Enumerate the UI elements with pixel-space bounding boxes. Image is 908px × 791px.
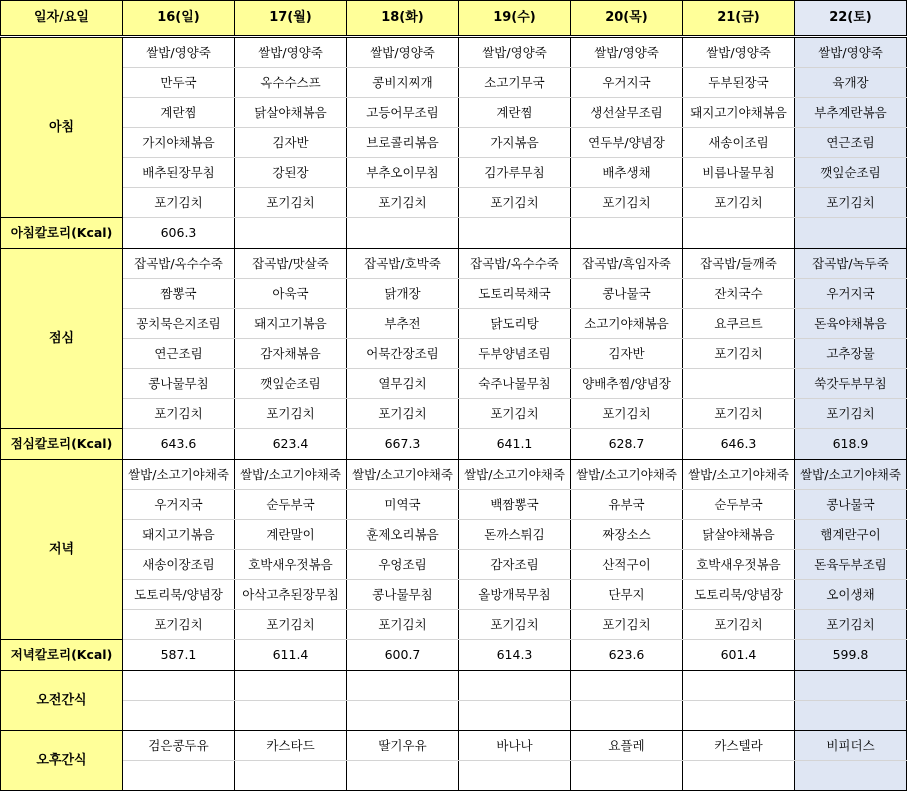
lunch-calorie-value: 628.7 (571, 429, 683, 460)
dinner-item: 감자조림 (459, 550, 571, 580)
dinner-item: 아삭고추된장무침 (235, 580, 347, 610)
dinner-item: 쌀밥/소고기야채죽 (347, 460, 459, 490)
dinner-item: 콩나물무침 (347, 580, 459, 610)
dinner-item: 올방개묵무침 (459, 580, 571, 610)
lunch-item: 고추장물 (795, 339, 907, 369)
breakfast-item: 포기김치 (235, 188, 347, 218)
dinner-item: 단무지 (571, 580, 683, 610)
lunch-item: 돈육야채볶음 (795, 309, 907, 339)
day-header: 17(월) (235, 1, 347, 37)
breakfast-item: 포기김치 (123, 188, 235, 218)
lunch-calorie-row (1, 429, 907, 460)
breakfast-item: 연두부/양념장 (571, 128, 683, 158)
breakfast-item: 브로콜리볶음 (347, 128, 459, 158)
dinner-item: 우엉조림 (347, 550, 459, 580)
dinner-item: 도토리묵/양념장 (123, 580, 235, 610)
day-header: 16(일) (123, 1, 235, 37)
breakfast-item: 생선살무조림 (571, 98, 683, 128)
lunch-item: 김자반 (571, 339, 683, 369)
lunch-item: 잡곡밥/호박죽 (347, 249, 459, 279)
breakfast-row (1, 188, 907, 218)
breakfast-item: 포기김치 (459, 188, 571, 218)
afternoon-snack-row (1, 761, 907, 791)
morning-snack-item (683, 701, 795, 731)
dinner-label: 저녁 (1, 460, 123, 640)
lunch-item: 열무김치 (347, 369, 459, 399)
breakfast-item: 돼지고기야채볶음 (683, 98, 795, 128)
morning-snack-item (683, 671, 795, 701)
dinner-row (1, 580, 907, 610)
breakfast-item: 가지야채볶음 (123, 128, 235, 158)
lunch-row (1, 279, 907, 309)
lunch-item: 포기김치 (347, 399, 459, 429)
morning-snack-item (123, 701, 235, 731)
breakfast-item: 새송이조림 (683, 128, 795, 158)
lunch-item: 소고기야채볶음 (571, 309, 683, 339)
breakfast-calorie-row (1, 218, 907, 249)
breakfast-calorie-value (347, 218, 459, 249)
lunch-item: 포기김치 (123, 399, 235, 429)
breakfast-item: 포기김치 (683, 188, 795, 218)
dinner-item: 도토리묵/양념장 (683, 580, 795, 610)
morning-snack-row (1, 701, 907, 731)
lunch-item: 포기김치 (459, 399, 571, 429)
dinner-item: 우거지국 (123, 490, 235, 520)
lunch-item: 감자채볶음 (235, 339, 347, 369)
breakfast-item: 소고기무국 (459, 68, 571, 98)
morning-snack-item (571, 671, 683, 701)
lunch-calorie-label: 점심칼로리(Kcal) (1, 429, 123, 460)
breakfast-item: 비름나물무침 (683, 158, 795, 188)
afternoon-snack-item: 딸기우유 (347, 731, 459, 761)
dinner-item: 햄계란구이 (795, 520, 907, 550)
breakfast-row (1, 68, 907, 98)
lunch-item: 어묵간장조림 (347, 339, 459, 369)
dinner-item: 짜장소스 (571, 520, 683, 550)
breakfast-item: 콩비지찌개 (347, 68, 459, 98)
breakfast-item: 가지볶음 (459, 128, 571, 158)
breakfast-item: 쌀밥/영양죽 (459, 37, 571, 68)
lunch-calorie-value: 623.4 (235, 429, 347, 460)
afternoon-snack-item: 검은콩두유 (123, 731, 235, 761)
breakfast-item: 연근조림 (795, 128, 907, 158)
lunch-item: 도토리묵채국 (459, 279, 571, 309)
dinner-calorie-value: 623.6 (571, 640, 683, 671)
lunch-item: 닭도리탕 (459, 309, 571, 339)
breakfast-calorie-label: 아침칼로리(Kcal) (1, 218, 123, 249)
lunch-item: 포기김치 (683, 339, 795, 369)
dinner-item: 돈까스튀김 (459, 520, 571, 550)
dinner-calorie-value: 587.1 (123, 640, 235, 671)
morning-snack-item (347, 701, 459, 731)
dinner-item: 유부국 (571, 490, 683, 520)
dinner-calorie-value: 614.3 (459, 640, 571, 671)
lunch-item: 포기김치 (235, 399, 347, 429)
afternoon-snack-label: 오후간식 (1, 731, 123, 791)
lunch-item: 잔치국수 (683, 279, 795, 309)
lunch-item: 콩나물무침 (123, 369, 235, 399)
breakfast-label: 아침 (1, 37, 123, 218)
dinner-item: 콩나물국 (795, 490, 907, 520)
dinner-item: 순두부국 (235, 490, 347, 520)
breakfast-calorie-value (795, 218, 907, 249)
lunch-item: 깻잎순조림 (235, 369, 347, 399)
breakfast-item: 계란찜 (123, 98, 235, 128)
dinner-item: 포기김치 (571, 610, 683, 640)
date-day-header: 일자/요일 (1, 1, 123, 37)
breakfast-item: 쌀밥/영양죽 (123, 37, 235, 68)
breakfast-item: 포기김치 (347, 188, 459, 218)
morning-snack-row (1, 671, 907, 701)
breakfast-item: 깻잎순조림 (795, 158, 907, 188)
lunch-calorie-value: 641.1 (459, 429, 571, 460)
morning-snack-item (571, 701, 683, 731)
breakfast-item: 쌀밥/영양죽 (683, 37, 795, 68)
breakfast-row (1, 158, 907, 188)
lunch-item: 잡곡밥/옥수수죽 (459, 249, 571, 279)
afternoon-snack-item: 카스타드 (235, 731, 347, 761)
dinner-item: 돼지고기볶음 (123, 520, 235, 550)
afternoon-snack-item (683, 761, 795, 791)
lunch-item: 꽁치묵은지조림 (123, 309, 235, 339)
day-header: 20(목) (571, 1, 683, 37)
dinner-item: 포기김치 (123, 610, 235, 640)
breakfast-item: 강된장 (235, 158, 347, 188)
lunch-item: 잡곡밥/들깨죽 (683, 249, 795, 279)
lunch-item: 포기김치 (795, 399, 907, 429)
dinner-calorie-row (1, 640, 907, 671)
dinner-item: 호박새우젓볶음 (683, 550, 795, 580)
breakfast-item: 만두국 (123, 68, 235, 98)
lunch-item: 숙주나물무침 (459, 369, 571, 399)
lunch-item: 양배추찜/양념장 (571, 369, 683, 399)
morning-snack-item (795, 701, 907, 731)
lunch-row (1, 399, 907, 429)
dinner-item: 포기김치 (459, 610, 571, 640)
dinner-item: 오이생채 (795, 580, 907, 610)
breakfast-item: 포기김치 (571, 188, 683, 218)
lunch-calorie-value: 643.6 (123, 429, 235, 460)
lunch-item: 아욱국 (235, 279, 347, 309)
morning-snack-item (795, 671, 907, 701)
dinner-item: 돈육두부조림 (795, 550, 907, 580)
dinner-item: 산적구이 (571, 550, 683, 580)
breakfast-item: 닭살야채볶음 (235, 98, 347, 128)
lunch-item: 잡곡밥/흑임자죽 (571, 249, 683, 279)
dinner-item: 순두부국 (683, 490, 795, 520)
morning-snack-item (347, 671, 459, 701)
lunch-item: 부추전 (347, 309, 459, 339)
lunch-item: 포기김치 (683, 399, 795, 429)
breakfast-calorie-value (683, 218, 795, 249)
dinner-row (1, 550, 907, 580)
breakfast-row (1, 37, 907, 68)
breakfast-calorie-value (459, 218, 571, 249)
lunch-item: 연근조림 (123, 339, 235, 369)
lunch-item: 닭개장 (347, 279, 459, 309)
dinner-item: 쌀밥/소고기야채죽 (235, 460, 347, 490)
morning-snack-item (123, 671, 235, 701)
lunch-item: 쑥갓두부무침 (795, 369, 907, 399)
lunch-calorie-value: 667.3 (347, 429, 459, 460)
lunch-row (1, 369, 907, 399)
dinner-item: 쌀밥/소고기야채죽 (683, 460, 795, 490)
afternoon-snack-item: 바나나 (459, 731, 571, 761)
breakfast-calorie-value (235, 218, 347, 249)
breakfast-item: 부추오이무침 (347, 158, 459, 188)
dinner-item: 미역국 (347, 490, 459, 520)
afternoon-snack-item: 비피더스 (795, 731, 907, 761)
lunch-item: 콩나물국 (571, 279, 683, 309)
breakfast-item: 배추생채 (571, 158, 683, 188)
dinner-item: 쌀밥/소고기야채죽 (571, 460, 683, 490)
breakfast-item: 고등어무조림 (347, 98, 459, 128)
dinner-item: 쌀밥/소고기야채죽 (795, 460, 907, 490)
breakfast-item: 쌀밥/영양죽 (347, 37, 459, 68)
afternoon-snack-item: 요플레 (571, 731, 683, 761)
breakfast-item: 쌀밥/영양죽 (571, 37, 683, 68)
day-header: 21(금) (683, 1, 795, 37)
lunch-row (1, 249, 907, 279)
breakfast-item: 쌀밥/영양죽 (795, 37, 907, 68)
breakfast-item: 김자반 (235, 128, 347, 158)
lunch-label: 점심 (1, 249, 123, 429)
afternoon-snack-item (571, 761, 683, 791)
dinner-item: 호박새우젓볶음 (235, 550, 347, 580)
dinner-item: 포기김치 (347, 610, 459, 640)
morning-snack-item (235, 701, 347, 731)
dinner-item: 훈제오리볶음 (347, 520, 459, 550)
dinner-item: 쌀밥/소고기야채죽 (459, 460, 571, 490)
dinner-row (1, 610, 907, 640)
morning-snack-item (459, 701, 571, 731)
breakfast-row (1, 98, 907, 128)
lunch-item (683, 369, 795, 399)
dinner-calorie-value: 600.7 (347, 640, 459, 671)
morning-snack-label: 오전간식 (1, 671, 123, 731)
dinner-item: 백짬뽕국 (459, 490, 571, 520)
breakfast-item: 배추된장무침 (123, 158, 235, 188)
lunch-item: 돼지고기볶음 (235, 309, 347, 339)
dinner-calorie-value: 601.4 (683, 640, 795, 671)
lunch-row (1, 339, 907, 369)
dinner-calorie-label: 저녁칼로리(Kcal) (1, 640, 123, 671)
breakfast-item: 김가루무침 (459, 158, 571, 188)
dinner-item: 쌀밥/소고기야채죽 (123, 460, 235, 490)
lunch-row (1, 309, 907, 339)
afternoon-snack-item (795, 761, 907, 791)
dinner-item: 포기김치 (795, 610, 907, 640)
lunch-item: 요쿠르트 (683, 309, 795, 339)
lunch-item: 두부양념조림 (459, 339, 571, 369)
dinner-item: 닭살야채볶음 (683, 520, 795, 550)
morning-snack-item (459, 671, 571, 701)
lunch-item: 잡곡밥/녹두죽 (795, 249, 907, 279)
lunch-item: 짬뽕국 (123, 279, 235, 309)
lunch-calorie-value: 646.3 (683, 429, 795, 460)
afternoon-snack-item (123, 761, 235, 791)
dinner-item: 포기김치 (235, 610, 347, 640)
dinner-calorie-value: 599.8 (795, 640, 907, 671)
dinner-row (1, 490, 907, 520)
afternoon-snack-row (1, 731, 907, 761)
day-header: 18(화) (347, 1, 459, 37)
dinner-calorie-value: 611.4 (235, 640, 347, 671)
breakfast-item: 옥수수스프 (235, 68, 347, 98)
lunch-item: 잡곡밥/옥수수죽 (123, 249, 235, 279)
breakfast-item: 육개장 (795, 68, 907, 98)
header-row (1, 1, 907, 37)
dinner-item: 계란말이 (235, 520, 347, 550)
dinner-item: 새송이장조림 (123, 550, 235, 580)
dinner-row (1, 460, 907, 490)
breakfast-item: 부추계란볶음 (795, 98, 907, 128)
dinner-row (1, 520, 907, 550)
afternoon-snack-item (459, 761, 571, 791)
dinner-item: 포기김치 (683, 610, 795, 640)
breakfast-calorie-value (571, 218, 683, 249)
morning-snack-item (235, 671, 347, 701)
lunch-item: 우거지국 (795, 279, 907, 309)
afternoon-snack-item: 카스텔라 (683, 731, 795, 761)
day-header: 19(수) (459, 1, 571, 37)
lunch-item: 포기김치 (571, 399, 683, 429)
breakfast-row (1, 128, 907, 158)
lunch-calorie-value: 618.9 (795, 429, 907, 460)
afternoon-snack-item (235, 761, 347, 791)
day-header: 22(토) (795, 1, 907, 37)
breakfast-item: 포기김치 (795, 188, 907, 218)
breakfast-item: 두부된장국 (683, 68, 795, 98)
breakfast-calorie-value: 606.3 (123, 218, 235, 249)
afternoon-snack-item (347, 761, 459, 791)
breakfast-item: 계란찜 (459, 98, 571, 128)
breakfast-item: 쌀밥/영양죽 (235, 37, 347, 68)
breakfast-item: 우거지국 (571, 68, 683, 98)
lunch-item: 잡곡밥/맛살죽 (235, 249, 347, 279)
